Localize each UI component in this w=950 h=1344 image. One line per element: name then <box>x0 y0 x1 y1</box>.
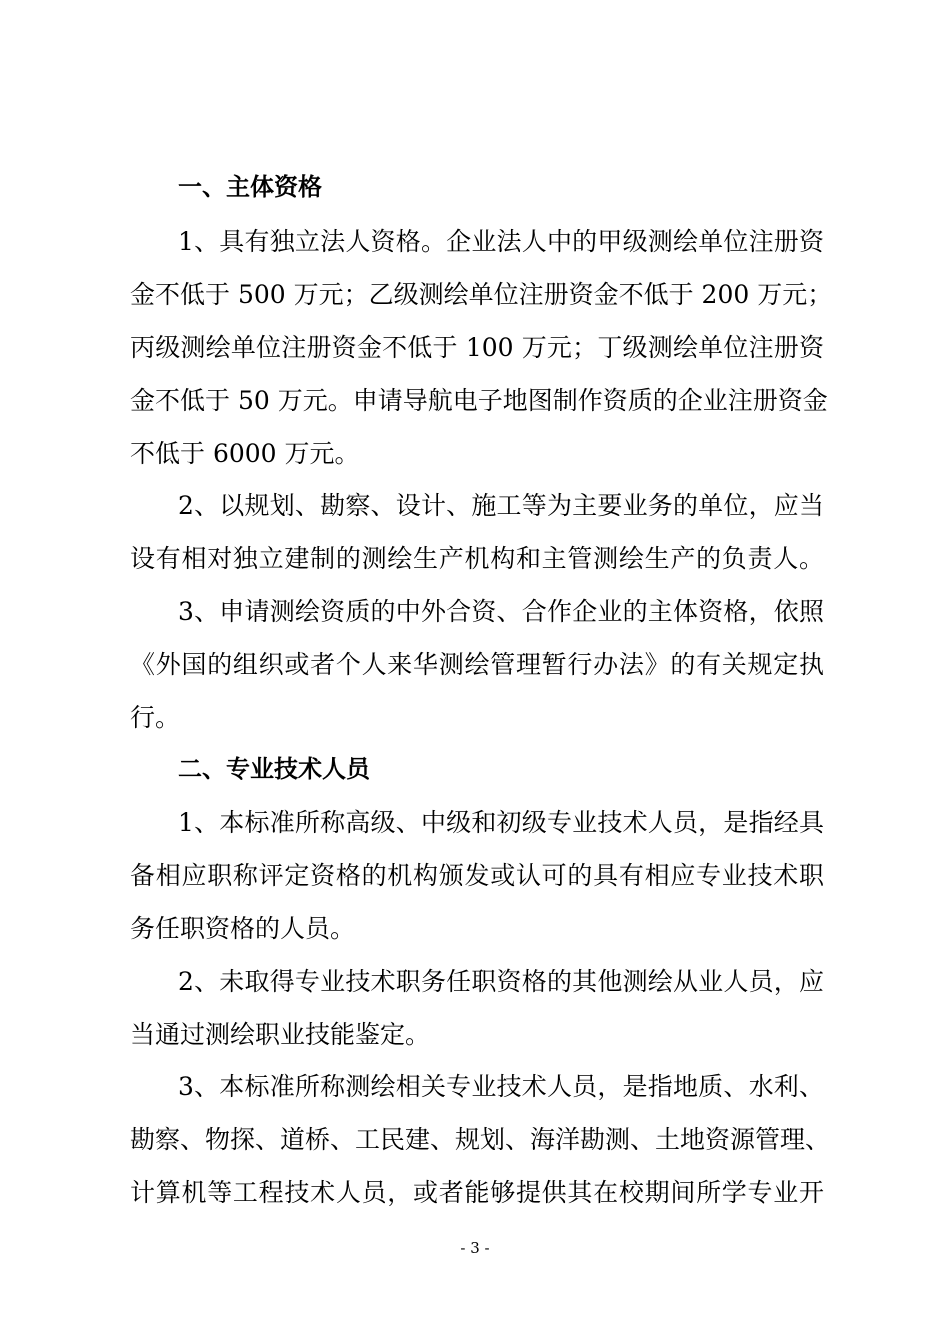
section-2-item-3-line-1: 3、本标准所称测绘相关专业技术人员，是指地质、水利、 <box>178 1072 824 1101</box>
section-2-item-1-line-2: 备相应职称评定资格的机构颁发或认可的具有相应专业技术职 <box>130 861 824 890</box>
section-1-item-2-line-1: 2、以规划、勘察、设计、施工等为主要业务的单位，应当 <box>178 491 824 520</box>
section-1-item-1-line-3: 丙级测绘单位注册资金不低于 100 万元；丁级测绘单位注册资 <box>130 333 824 362</box>
section-1-item-2-line-2: 设有相对独立建制的测绘生产机构和主管测绘生产的负责人。 <box>130 544 824 573</box>
section-2-item-2-line-1: 2、未取得专业技术职务任职资格的其他测绘从业人员，应 <box>178 967 824 996</box>
section-1-item-1-line-2: 金不低于 500 万元；乙级测绘单位注册资金不低于 200 万元； <box>130 280 833 309</box>
section-2-heading: 二、专业技术人员 <box>178 755 370 783</box>
page-number: - 3 - <box>460 1239 490 1257</box>
section-2-item-3-line-2: 勘察、物探、道桥、工民建、规划、海洋勘测、土地资源管理、 <box>130 1125 831 1154</box>
section-1-heading: 一、主体资格 <box>178 173 322 201</box>
section-1-item-3-line-1: 3、申请测绘资质的中外合资、合作企业的主体资格，依照 <box>178 597 824 626</box>
section-1-item-3-line-3: 行。 <box>130 703 181 732</box>
section-2-item-1-line-3: 务任职资格的人员。 <box>130 914 356 943</box>
section-2-item-2-line-2: 当通过测绘职业技能鉴定。 <box>130 1020 431 1049</box>
section-1-item-1-line-5: 不低于 6000 万元。 <box>130 439 360 468</box>
section-1-item-1-line-1: 1、具有独立法人资格。企业法人中的甲级测绘单位注册资 <box>178 227 824 256</box>
section-2-item-3-line-3: 计算机等工程技术人员，或者能够提供其在校期间所学专业开 <box>130 1178 824 1207</box>
section-1-item-1-line-4: 金不低于 50 万元。申请导航电子地图制作资质的企业注册资金 <box>130 386 828 415</box>
section-2-item-1-line-1: 1、本标准所称高级、中级和初级专业技术人员，是指经具 <box>178 808 824 837</box>
section-1-item-3-line-2: 《外国的组织或者个人来华测绘管理暂行办法》的有关规定执 <box>130 650 824 679</box>
